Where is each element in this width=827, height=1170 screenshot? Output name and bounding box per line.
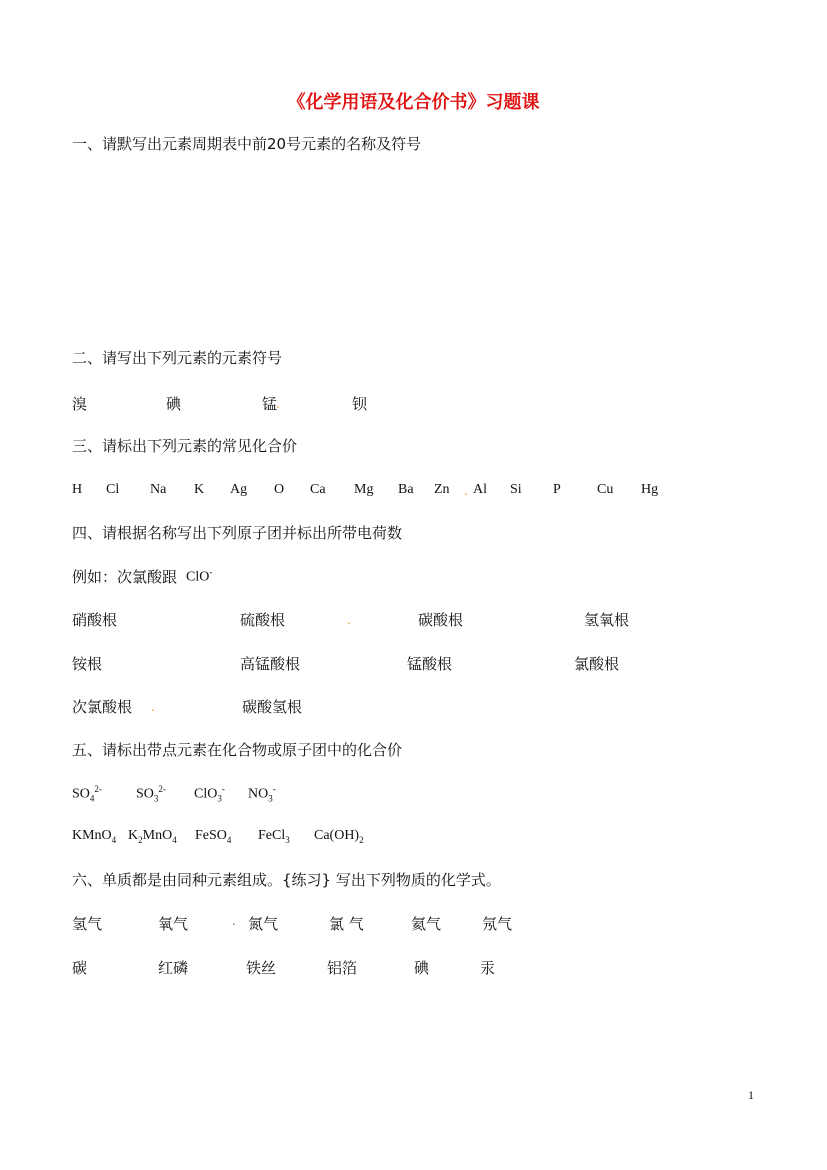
element-item: 溴 [72,395,88,413]
stray-dot: . [276,397,280,411]
element-item: 钡 [352,395,368,413]
element-symbol: H [72,482,83,497]
element-symbol: Ca [310,482,326,497]
substance-name: 铝箔 [327,959,358,977]
element-symbol: Cu [597,482,614,497]
document-title: 《化学用语及化合价书》习题课 [287,92,540,113]
radical-name: 碳酸氢根 [242,698,303,716]
radical-name: 锰酸根 [407,655,453,673]
compound-formula: $Ca(OH)_2$ [314,828,364,845]
page-number: 1 [748,1088,754,1102]
section-2-heading: 二、请写出下列元素的元素符号 [72,349,283,367]
radical-name: 氢氧根 [584,611,630,629]
element-symbol: Zn [434,482,450,497]
substance-name: 氯 气 [329,915,364,933]
section-3-heading: 三、请标出下列元素的常见化合价 [72,437,298,455]
element-symbol: Hg [641,482,659,497]
substance-name: 铁丝 [246,959,277,977]
element-symbol: Na [150,482,167,497]
ion-formula: $SO_3^{2-}$ [136,784,166,804]
element-symbol: Al [473,482,487,497]
stray-dot: . [347,613,351,627]
substance-name: 氖气 [482,915,513,933]
ion-formula: ClO$_3$- [194,784,225,804]
substance-name: 红磷 [158,959,189,977]
stray-dot: . [464,484,468,498]
element-symbol: Ba [398,482,414,497]
radical-name: 高锰酸根 [240,655,301,673]
element-item: 碘 [166,395,182,413]
radical-name: 铵根 [72,655,103,673]
compound-formula: KMnO$_4$ [72,828,117,845]
radical-name: 氯酸根 [574,655,620,673]
element-symbol: O [274,482,285,497]
substance-name: 氧气 [158,915,189,933]
element-symbol: Cl [106,482,120,497]
section-1-heading: 一、请默写出元素周期表中前20号元素的名称及符号 [72,135,422,153]
element-symbol: P [553,482,561,497]
example-label: 例如：次氯酸跟 [72,568,178,586]
element-symbol: Mg [354,482,374,497]
element-item: 锰 [262,395,278,413]
element-symbol: K [194,482,205,497]
radical-name: 硝酸根 [72,611,118,629]
substance-name: 氮气 [248,915,279,933]
stray-dot: . [151,700,155,714]
example-formula: ClO- [186,567,213,585]
substance-name: 汞 [480,959,496,977]
element-symbol: Ag [230,482,248,497]
ion-formula: $NO_3^-$ [248,784,276,804]
radical-name: 碳酸根 [418,611,464,629]
compound-formula: FeCl$_3$ [258,828,290,845]
element-symbol: Si [510,482,522,497]
compound-formula: $K_2MnO_4$ [128,828,177,845]
substance-name: 氦气 [411,915,442,933]
stray-dot: . [232,914,236,928]
ion-formula: $SO_4^{2-}$ [72,784,102,804]
section-5-heading: 五、请标出带点元素在化合物或原子团中的化合价 [72,741,403,759]
radical-name: 硫酸根 [240,611,286,629]
substance-name: 碳 [72,959,88,977]
substance-name: 氢气 [72,915,103,933]
section-6-heading: 六、单质都是由同种元素组成。{练习} 写出下列物质的化学式。 [72,871,501,889]
compound-formula: FeSO$_4$ [195,828,232,845]
substance-name: 碘 [414,959,430,977]
radical-name: 次氯酸根 [72,698,133,716]
section-4-heading: 四、请根据名称写出下列原子团并标出所带电荷数 [72,524,403,542]
